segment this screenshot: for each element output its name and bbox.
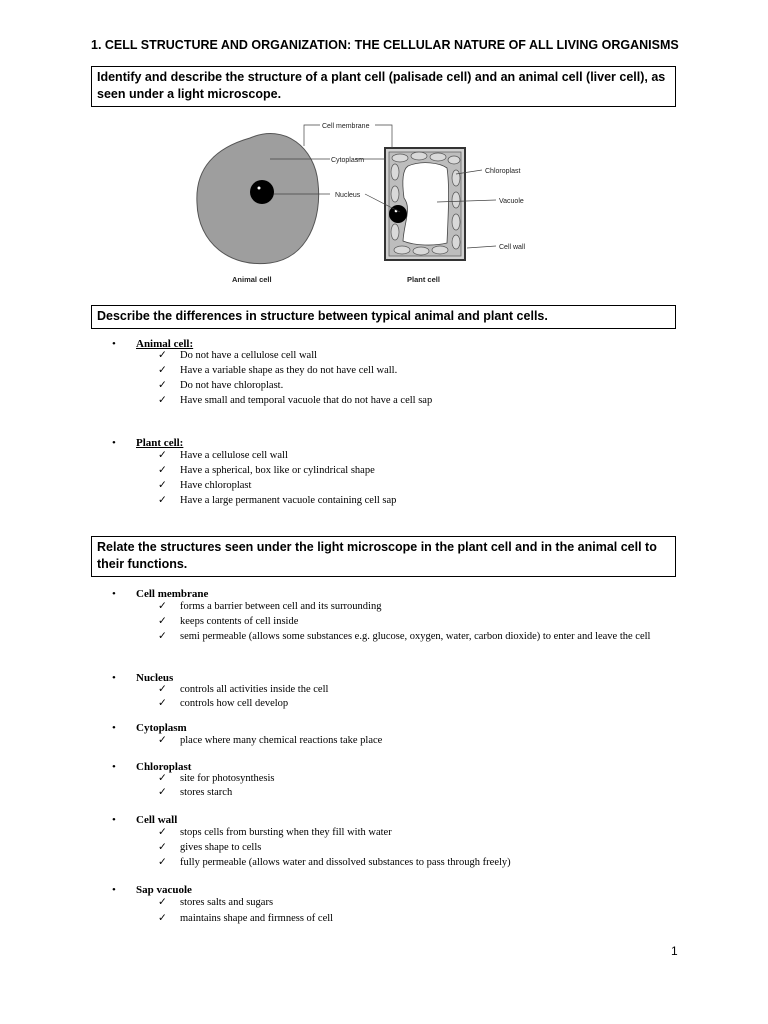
question-text: Describe the differences in structure between typical animal and plant cells. [97,309,548,323]
bullet-icon: • [112,437,116,449]
check-icon: ✓ [158,616,167,627]
list-item: ✓ semi permeable (allows some substances e.g. glucose, oxygen, water, carbon dioxide) to enter and leave the cell [158,631,651,642]
heading-cell-wall: Cell wall [136,814,178,826]
check-icon: ✓ [158,380,167,391]
label-cytoplasm: Cytoplasm [331,157,365,164]
heading-cytoplasm: Cytoplasm [136,722,187,734]
animal-nucleus [250,180,274,204]
check-icon: ✓ [158,827,167,838]
label-vacuole: Vacuole [499,198,524,205]
check-icon: ✓ [158,450,167,461]
check-icon: ✓ [158,601,167,612]
heading-nucleus: Nucleus [136,672,174,684]
check-icon: ✓ [158,395,167,406]
plant-vacuole [403,163,449,245]
list-item: ✓ stores salts and sugars [158,897,274,908]
question-box-functions [91,536,676,577]
check-icon: ✓ [158,842,167,853]
check-icon: ✓ [158,365,167,376]
question-text: Relate the structures seen under the light microscope in the plant cell and in the animal cell to their functions. [97,540,657,571]
check-icon: ✓ [158,773,167,784]
list-item: ✓ controls how cell develop [158,698,289,709]
label-cell-membrane: Cell membrane [322,123,370,130]
heading-chloroplast: Chloroplast [136,761,192,773]
heading-plant-cell: Plant cell: [136,437,184,449]
list-item: ✓ maintains shape and firmness of cell [158,913,334,924]
check-icon: ✓ [158,787,167,798]
question-box-structure [91,66,676,107]
label-chloroplast: Chloroplast [485,168,521,175]
heading-animal-cell: Animal cell: [136,338,194,350]
bullet-icon: • [112,884,116,896]
caption-plant-cell: Plant cell [407,275,440,284]
bullet-icon: • [112,338,116,350]
bullet-icon: • [112,761,116,773]
caption-animal-cell: Animal cell [232,275,272,284]
check-icon: ✓ [158,857,167,868]
question-box-differences [91,305,676,329]
list-item: ✓ fully permeable (allows water and dissolved substances to pass through freely) [158,857,511,868]
list-item: ✓ stops cells from bursting when they fill with water [158,827,392,838]
list-item: ✓ controls all activities inside the cell [158,684,329,695]
list-item: ✓ forms a barrier between cell and its surrounding [158,601,382,612]
check-icon: ✓ [158,495,167,506]
question-text: Identify and describe the structure of a plant cell (palisade cell) and an animal cell (liver cell), as seen under a light microscope. [97,70,666,101]
list-item: ✓ place where many chemical reactions take place [158,735,383,746]
list-item: ✓ stores starch [158,787,233,798]
page-title: 1. CELL STRUCTURE AND ORGANIZATION: THE CELLULAR NATURE OF ALL LIVING ORGANISMS [91,38,679,52]
list-item: ✓ gives shape to cells [158,842,262,853]
list-item: ✓ keeps contents of cell inside [158,616,299,627]
check-icon: ✓ [158,480,167,491]
cell-diagram [190,108,550,288]
page-number: 1 [671,944,678,958]
check-icon: ✓ [158,735,167,746]
bullet-icon: • [112,588,116,600]
list-item: ✓ Do not have chloroplast. [158,380,284,391]
list-item: ✓ Have small and temporal vacuole that do not have a cell sap [158,395,433,406]
bullet-icon: • [112,814,116,826]
bullet-icon: • [112,672,116,684]
heading-cell-membrane: Cell membrane [136,588,209,600]
heading-sap-vacuole: Sap vacuole [136,884,192,896]
list-item: ✓ Do not have a cellulose cell wall [158,350,318,361]
check-icon: ✓ [158,465,167,476]
label-nucleus: Nucleus [335,192,361,199]
check-icon: ✓ [158,350,167,361]
check-icon: ✓ [158,897,167,908]
check-icon: ✓ [158,684,167,695]
list-item: ✓ Have a spherical, box like or cylindrical shape [158,465,375,476]
list-item: ✓ Have chloroplast [158,480,252,491]
list-item: ✓ site for photosynthesis [158,773,275,784]
check-icon: ✓ [158,631,167,642]
list-item: ✓ Have a large permanent vacuole containing cell sap [158,495,397,506]
check-icon: ✓ [158,913,167,924]
bullet-icon: • [112,722,116,734]
list-item: ✓ Have a cellulose cell wall [158,450,288,461]
list-item: ✓ Have a variable shape as they do not have cell wall. [158,365,398,376]
label-cell-wall: Cell wall [499,244,526,251]
check-icon: ✓ [158,698,167,709]
